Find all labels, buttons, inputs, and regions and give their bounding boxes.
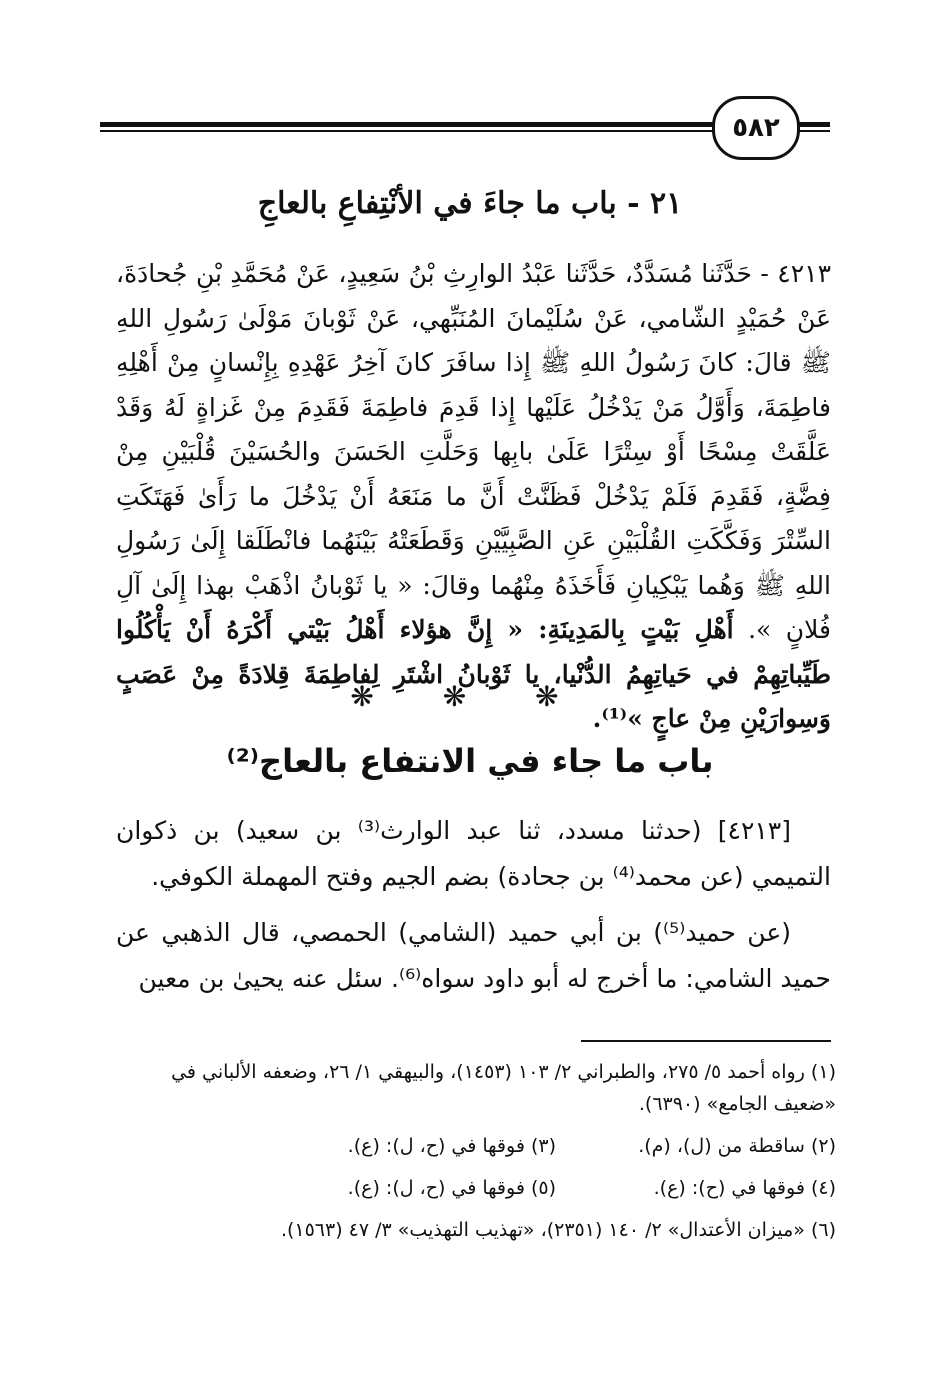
commentary xyxy=(116,808,831,1012)
footnote-row xyxy=(116,1130,836,1162)
footnote-5: (٥) فوقها في (ح، ل): (ع). xyxy=(347,1177,556,1199)
section-separator: ❋ ❋ ❋ xyxy=(350,680,589,713)
footnote-6: (٦) «ميزان الأعتدال» ٢/ ١٤٠ (٢٣٥١)، «تهذيب التهذيب» ٣/ ٤٧ (١٥٦٣). xyxy=(280,1219,836,1241)
section-title: باب ما جاء في الانتفاع بالعاج⁽²⁾ xyxy=(226,742,714,780)
commentary-paragraph: [٤٢١٣] (حدثنا مسدد، ثنا عبد الوارث⁽³⁾ بن سعيد) بن ذكوان التميمي (عن محمد⁽⁴⁾ بن جحادة) بضم الجيم وفتح المهملة الكوفي. xyxy=(116,816,831,891)
footnote-2: (٢) ساقطة من (ل)، (م). xyxy=(638,1135,836,1157)
page-number: ٥٨٢ xyxy=(712,96,800,160)
header-rule-thin xyxy=(100,130,720,132)
footnotes xyxy=(116,1056,836,1256)
footnote-3: (٣) فوقها في (ح، ل): (ع). xyxy=(347,1135,556,1157)
hadith-body: ٤٢١٣ - حَدَّثَنا مُسَدَّدٌ، حَدَّثَنا عَبْدُ الوارِثِ بْنُ سَعِيدٍ، عَنْ مُحَمَّدِ بْنِ جُحادَةَ، عَنْ حُمَيْدٍ الشّامي، عَنْ سُلَيْمانَ المُنَبِّهي، عَنْ ثَوْبانَ مَوْلَىٰ رَسُولِ اللهِ ﷺ قالَ: كانَ رَسُولُ اللهِ ﷺ إِذا سافَرَ كانَ آخِرُ عَهْدِهِ بِإِنْسانٍ مِنْ أَهْلِهِ فاطِمَةَ، وَأَوَّلُ مَنْ يَدْخُلُ عَلَيْها إِذا قَدِمَ فاطِمَةَ فَقَدِمَ مِنْ غَزاةٍ لَهُ وَقَدْ عَلَّقَتْ مِسْحًا أَوْ سِتْرًا عَلَىٰ بابِها وَحَلَّتِ الحَسَنَ والحُسَيْنَ قُلْبَيْنِ مِنْ فِضَّةٍ، فَقَدِمَ فَلَمْ يَدْخُلْ فَظَنَّتْ أَنَّ ما مَنَعَهُ أَنْ يَدْخُلَ ما رَأَىٰ فَهَتَكَتِ السِّتْرَ وَفَكَّكَتِ القُلْبَيْنِ عَنِ الصَّبِيَّيْنِ وَقَطَعَتْهُ بَيْنَهُما فانْطَلَقا إِلَىٰ رَسُولِ اللهِ ﷺ وَهُما يَبْكِيانِ فَأَخَذَهُ مِنْهُما وقالَ: « يا ثَوْبانُ اذْهَبْ بهذا إِلَىٰ آلِ فُلانٍ ». xyxy=(116,259,832,644)
page-header xyxy=(100,96,830,156)
hadith-prophetic-saying: أَهْلِ بَيْتٍ بِالمَدِينَةِ: « إِنَّ هؤلاء أَهْلُ بَيْتي أَكْرَهُ أَنْ يَأْكُلُوا طَيِّباتِهِمْ في حَياتِهِمُ الدُّنْيا، يا ثَوْبانُ اشْتَرِ لِفاطِمَةَ قِلادَةً مِنْ عَصَبٍ وَسِوارَيْنِ مِنْ عاجٍ »⁽¹⁾. xyxy=(116,615,831,733)
footnote-1: (١) رواه أحمد ٥/ ٢٧٥، والطبراني ٢/ ١٠٣ (١٤٥٣)، والبيهقي ١/ ٢٦، وضعفه الألباني في «ضعيف الجامع» (٦٣٩٠). xyxy=(171,1061,836,1115)
footnote-row xyxy=(116,1172,836,1204)
footnote-rule xyxy=(581,1040,831,1042)
commentary-paragraph: (عن حميد⁽⁵⁾) بن أبي حميد (الشامي) الحمصي، قال الذهبي عن حميد الشامي: ما أخرج له أبو داود سواه⁽⁶⁾. سئل عنه يحيىٰ بن معين xyxy=(116,918,831,993)
chapter-title: ٢١ - باب ما جاءَ في الأنْتِفاعِ بالعاجِ xyxy=(257,186,683,221)
footnote-4: (٤) فوقها في (ح): (ع). xyxy=(653,1177,836,1199)
hadith-text xyxy=(116,252,831,742)
header-rule xyxy=(100,122,720,127)
